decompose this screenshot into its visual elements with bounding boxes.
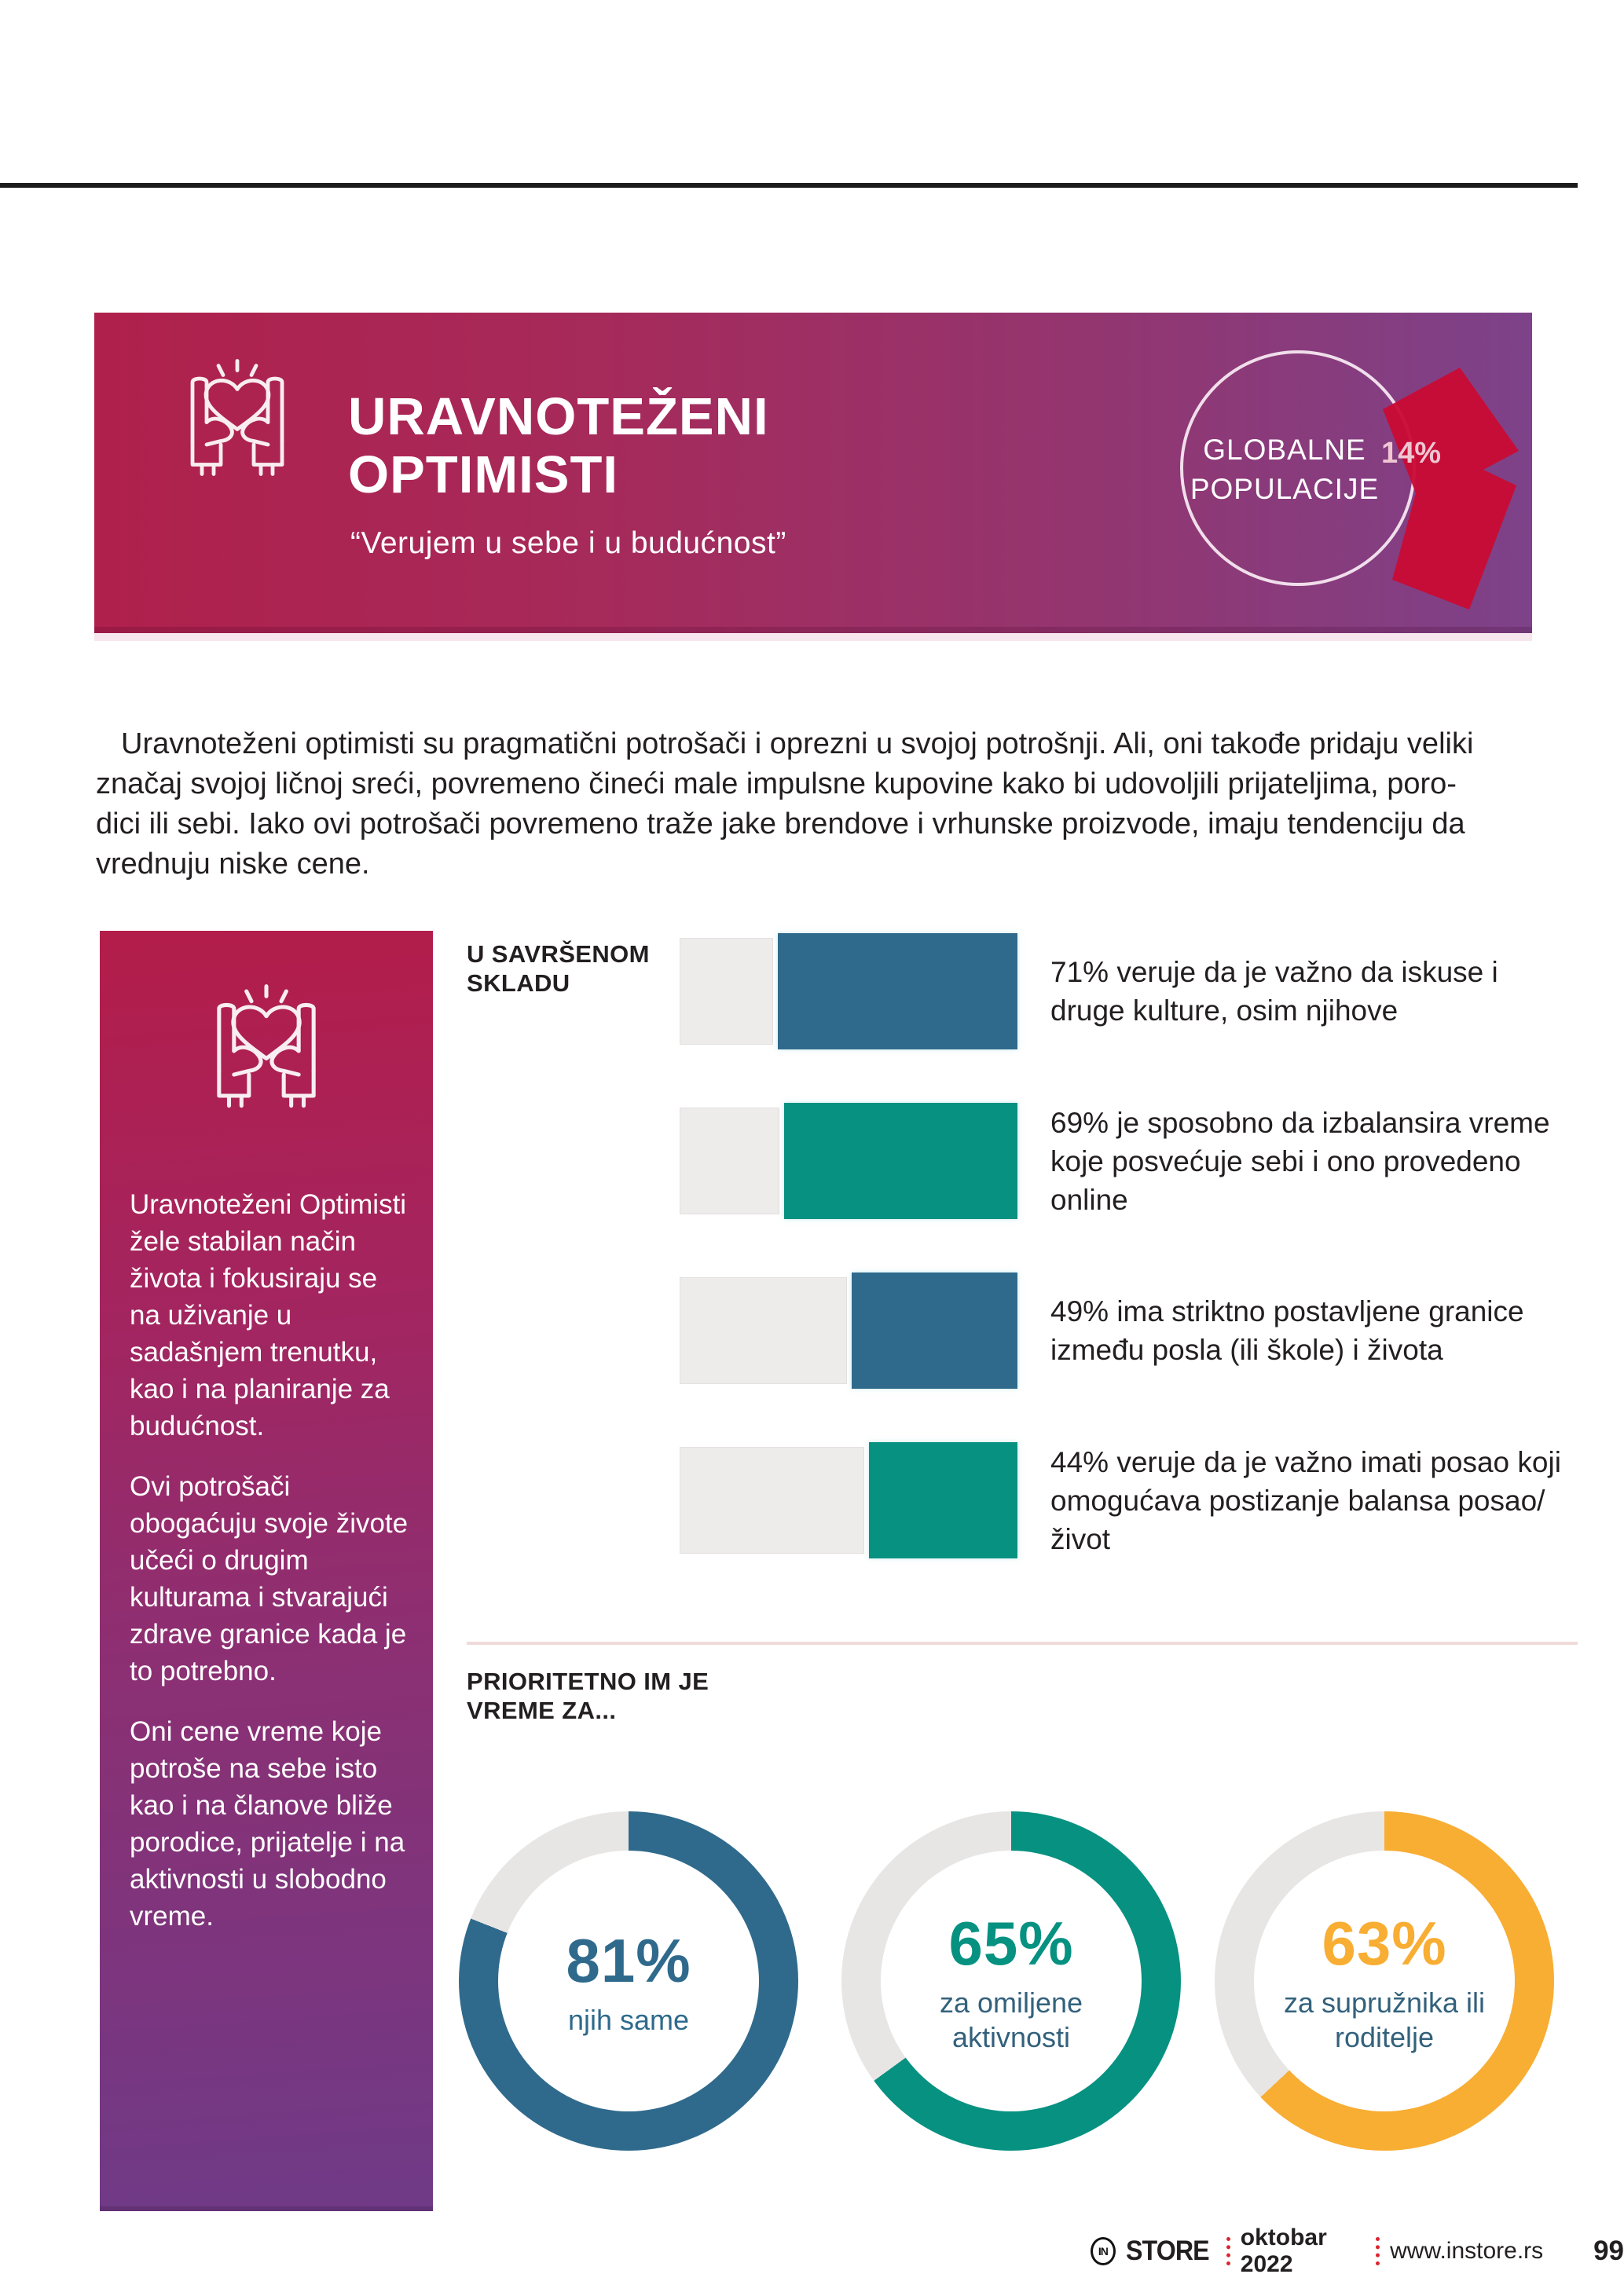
bar-fill <box>869 1442 1017 1558</box>
bar-label: 69% je sposobno da izbalansira vreme koje posvećuje sebi i ono provedeno online <box>1050 1106 1550 1216</box>
sidebar-panel <box>100 931 433 2211</box>
page-title <box>348 388 769 504</box>
section-divider <box>467 1642 1578 1645</box>
footer <box>1091 2225 1624 2277</box>
page-subtitle: “Verujem u sebe i u budućnost” <box>350 526 786 560</box>
badge-percentage: 14% <box>1381 437 1442 470</box>
footer-website-link[interactable]: www.instore.rs <box>1390 2238 1544 2264</box>
sidebar-paragraph: Uravnoteženi Optimisti žele stabilan način života i fokusiraju se na uživanje u sadašnjem trenutku, kao i na planiranje za budućnost. <box>130 1189 407 1441</box>
store-logo-text: STORE <box>1125 2236 1209 2266</box>
bar-track <box>680 1447 864 1554</box>
instore-logo-icon: IN <box>1091 2237 1116 2265</box>
dotted-divider <box>1376 2237 1380 2265</box>
intro-line: Uravnoteženi optimisti su pragmatični potrošači i oprezni u svojoj potrošnji. Ali, oni takođe pridaju veliki <box>121 727 1474 760</box>
header-banner <box>94 313 1532 633</box>
bar-section-heading: U SAVRŠENOM SKLADU <box>467 940 650 997</box>
sidebar-paragraph: Ovi potrošači obogaćuju svoje živote učeći o drugim kulturama i stvarajući zdrave granice kada je to potrebno. <box>130 1471 409 1686</box>
donut-section-heading: PRIORITETNO IM JE VREME ZA... <box>467 1668 709 1724</box>
bar-track <box>680 1108 779 1214</box>
donut-percentage: 65% <box>948 1908 1074 1978</box>
intro-paragraph <box>96 724 1545 884</box>
hands-heart-icon <box>167 346 308 499</box>
bar-fill <box>784 1103 1017 1219</box>
bar-label: 49% ima striktno postavljene granice između posla (ili škole) i života <box>1050 1295 1524 1366</box>
top-rule <box>0 183 1578 188</box>
donut-chart-omiljene-aktivnosti <box>841 1811 1181 2151</box>
bar-fill <box>852 1273 1017 1389</box>
donut-text <box>498 1851 759 2111</box>
dotted-divider <box>1226 2237 1230 2265</box>
donut-text <box>1254 1851 1515 2111</box>
donut-label: za omiljene aktivnosti <box>939 1986 1083 2053</box>
donut-percentage: 63% <box>1322 1908 1447 1978</box>
sidebar-paragraph: Oni cene vreme koje potroše na sebe isto kao i na članove bliže porodice, prijatelje i na aktivnosti u slobodno vreme. <box>130 1716 405 1932</box>
intro-line: vrednuju niske cene. <box>96 848 370 881</box>
title-line-2: OPTIMISTI <box>348 445 618 504</box>
footer-date: oktobar 2022 <box>1240 2225 1327 2277</box>
bar-track <box>680 938 773 1045</box>
red-arrow-icon <box>1359 350 1532 633</box>
bar-label: 71% veruje da je važno da iskuse i druge kulture, osim njihove <box>1050 956 1498 1027</box>
bar-track <box>680 1277 847 1384</box>
global-population-label <box>1183 430 1386 509</box>
bar-fill <box>778 933 1017 1049</box>
donut-chart-njih-same <box>459 1811 798 2151</box>
bar-row <box>680 1103 1569 1219</box>
donut-text <box>881 1851 1142 2111</box>
bar-label: 44% veruje da je važno imati posao koji omogućava postizanje balansa posao/život <box>1050 1445 1561 1555</box>
badge-line-1: GLOBALNE <box>1203 434 1366 466</box>
page-number: 99 <box>1593 2236 1624 2266</box>
bar-row <box>680 1273 1569 1389</box>
bar-row <box>680 933 1569 1049</box>
sidebar-description <box>130 1186 412 1958</box>
intro-line: značaj svojoj ličnoj sreći, povremeno čineći male impulsne kupovine kako bi udovoljili prijateljima, poro- <box>96 767 1457 800</box>
donut-label: njih same <box>567 2003 690 2036</box>
badge-line-2: POPULACIJE <box>1190 473 1380 505</box>
intro-line: dici ili sebi. Iako ovi potrošači povremeno traže jake brendove i vrhunske proizvode, imaju tendenciju da <box>96 807 1465 840</box>
bar-row <box>680 1442 1569 1558</box>
hands-heart-icon <box>188 976 345 1126</box>
title-line-1: URAVNOTEŽENI <box>348 387 769 446</box>
donut-label: za supružnika ili roditelje <box>1283 1986 1486 2053</box>
donut-percentage: 81% <box>566 1925 691 1995</box>
donut-chart-supruznika-roditelje <box>1215 1811 1554 2151</box>
